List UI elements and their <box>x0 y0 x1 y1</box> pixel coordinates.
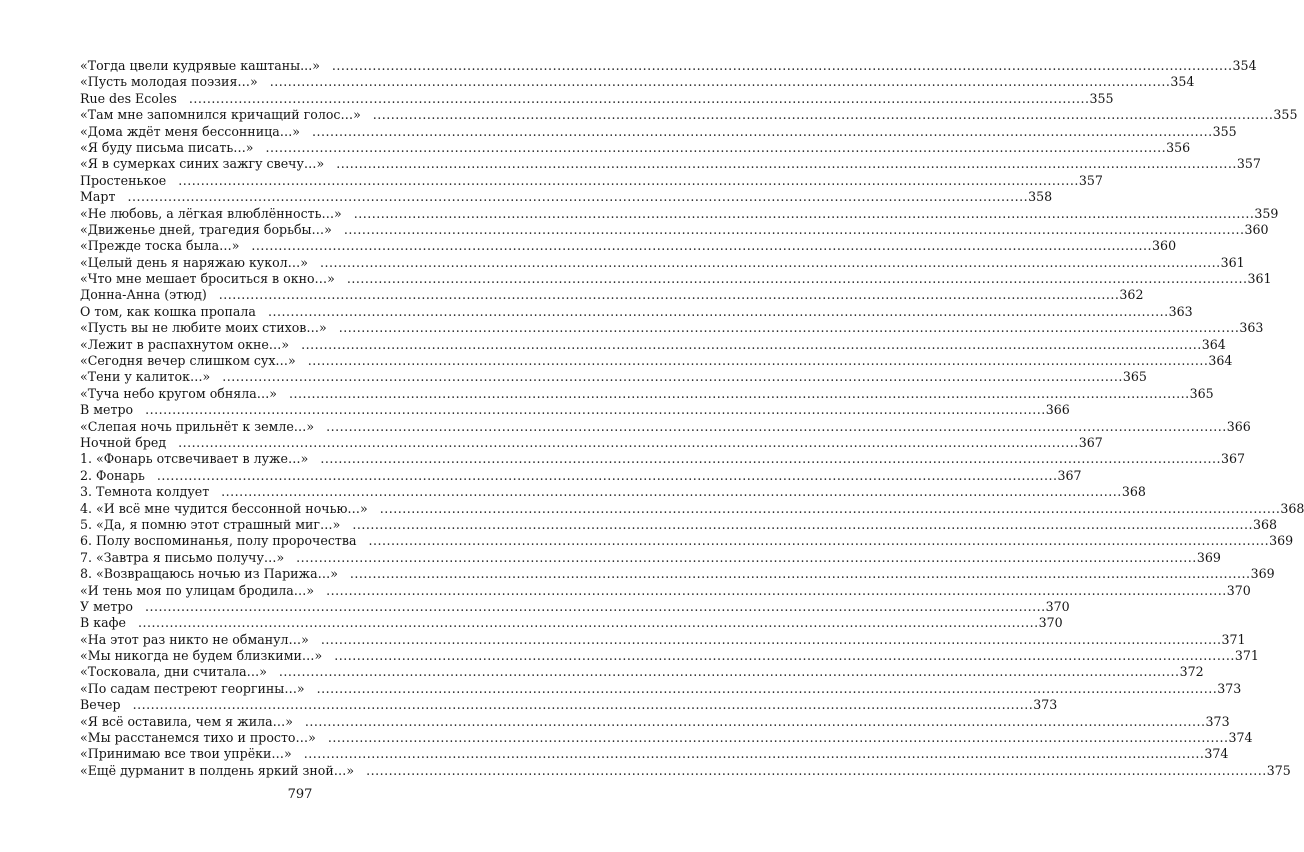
toc-entry-title: 2. Фонарь <box>80 467 145 483</box>
toc-entry <box>80 713 1230 730</box>
toc-entry-title: «Дома ждёт меня бессонница…» <box>80 123 300 139</box>
toc-entry-title: «Не любовь, а лёгкая влюблённость…» <box>80 205 342 221</box>
toc-entry <box>80 746 1229 762</box>
toc-entry-title: Ночной бред <box>80 434 167 450</box>
toc-entry-title: «Сегодня вечер слишком сух…» <box>80 353 296 369</box>
toc-entry-title: Rue des Ecoles <box>80 90 177 106</box>
toc-entry <box>80 582 1251 599</box>
toc-entry <box>80 156 1261 172</box>
toc-entry-page: 354 <box>1232 58 1257 73</box>
toc-entry-title: «Что мне мешает броситься в окно…» <box>80 271 335 287</box>
toc-entry-page: 373 <box>1205 713 1230 729</box>
toc-entry-page: 363 <box>1168 303 1193 319</box>
dot-leader: ........................................................................................................................................................................................................ <box>331 58 1233 73</box>
toc-entry-title: «Пусть вы не любите моих стихов…» <box>80 320 327 336</box>
toc-entry <box>80 484 1146 500</box>
toc-entry-title: «Я всё оставила, чем я жила…» <box>80 713 293 729</box>
toc-entry <box>80 353 1233 369</box>
toc-entry-title: 5. «Да, я помню этот страшный миг…» <box>80 516 341 532</box>
toc-entry <box>80 680 1242 697</box>
toc-entry-page: 374 <box>1204 746 1229 762</box>
toc-entry <box>80 648 1259 664</box>
toc-entry-page: 365 <box>1189 385 1214 401</box>
toc-entry <box>80 697 1058 713</box>
toc-entry-title: 1. «Фонарь отсвечивает в луже…» <box>80 451 309 467</box>
toc-entry-title: «Мы расстанемся тихо и просто…» <box>80 730 316 746</box>
dot-leader: ........................................................................................................................................................................................................ <box>296 549 1197 565</box>
dot-leader: ........................................................................................................................................................................................................ <box>251 238 1153 254</box>
toc-entry-page: 360 <box>1152 238 1177 254</box>
dot-leader: ........................................................................................................................................................................................................ <box>349 566 1251 582</box>
toc-entry-title: «И тень моя по улицам бродила…» <box>80 582 315 598</box>
toc-entry-page: 373 <box>1217 680 1242 696</box>
toc-entry-title: «Мы никогда не будем близкими…» <box>80 648 323 664</box>
toc-entry-page: 370 <box>1226 582 1251 598</box>
toc-entry-page: 374 <box>1228 730 1253 746</box>
toc-entry-page: 368 <box>1252 516 1278 532</box>
toc-entry-page: 357 <box>1078 172 1103 188</box>
toc-entry <box>80 730 1253 746</box>
toc-entry-page: 355 <box>1273 107 1298 123</box>
dot-leader: ........................................................................................................................................................................................................ <box>127 189 1029 205</box>
toc-entry <box>80 107 1298 123</box>
dot-leader: ........................................................................................................................................................................................................ <box>303 746 1205 762</box>
toc-entry-title: «Тосковала, дни считала…» <box>80 664 267 680</box>
dot-leader: ........................................................................................................................................................................................................ <box>132 697 1034 713</box>
toc-entry-title: «Движенье дней, трагедия борьбы…» <box>80 221 332 237</box>
toc-entry-title: 6. Полу воспоминанья, полу пророчества <box>80 533 357 549</box>
dot-leader: ........................................................................................................................................................................................................ <box>267 303 1169 319</box>
toc-entry-page: 356 <box>1166 139 1191 155</box>
toc-entry-page: 367 <box>1078 434 1103 450</box>
dot-leader: ........................................................................................................................................................................................................ <box>278 664 1180 680</box>
dot-leader: ........................................................................................................................................................................................................ <box>352 516 1253 532</box>
dot-leader: ........................................................................................................................................................................................................ <box>218 287 1120 303</box>
toc-entry <box>80 139 1191 156</box>
dot-leader: ........................................................................................................................................................................................................ <box>221 484 1122 500</box>
dot-leader: ........................................................................................................................................................................................................ <box>379 500 1281 516</box>
dot-leader: ........................................................................................................................................................................................................ <box>353 205 1255 221</box>
dot-leader: ........................................................................................................................................................................................................ <box>156 467 1058 483</box>
toc-entry-page: 359 <box>1254 205 1279 221</box>
toc-entry-title: 3. Темнота колдует <box>80 484 210 500</box>
toc-entry-page: 361 <box>1220 254 1245 270</box>
dot-leader: ........................................................................................................................................................................................................ <box>269 74 1171 90</box>
dot-leader: ........................................................................................................................................................................................................ <box>316 680 1218 696</box>
toc-entry-title: О том, как кошка пропала <box>80 303 256 319</box>
dot-leader: ........................................................................................................................................................................................................ <box>289 385 1190 401</box>
toc-entry-title: «На этот раз никто не обманул…» <box>80 631 309 647</box>
dot-leader: ........................................................................................................................................................................................................ <box>366 762 1267 778</box>
dot-leader: ........................................................................................................................................................................................................ <box>222 369 1123 385</box>
toc-entry <box>80 762 1291 779</box>
dot-leader: ........................................................................................................................................................................................................ <box>327 730 1229 746</box>
toc-entry <box>80 451 1245 467</box>
toc-entry-page: 364 <box>1208 353 1233 369</box>
toc-entry <box>80 385 1214 402</box>
toc-entry-page: 369 <box>1250 566 1275 582</box>
toc-entry <box>80 434 1103 451</box>
toc-entry <box>80 287 1144 303</box>
toc-entry-page: 371 <box>1221 631 1246 647</box>
toc-entry-page: 360 <box>1244 221 1269 237</box>
toc-entry <box>80 369 1147 385</box>
toc-entry <box>80 172 1103 189</box>
dot-leader: ........................................................................................................................................................................................................ <box>312 123 1213 139</box>
toc-entry <box>80 271 1272 287</box>
dot-leader: ........................................................................................................................................................................................................ <box>320 451 1221 467</box>
dot-leader: ........................................................................................................................................................................................................ <box>338 320 1240 336</box>
table-of-contents <box>80 58 1304 779</box>
toc-entry-title: «Ещё дурманит в полдень яркий зной…» <box>80 762 355 778</box>
toc-entry <box>80 598 1070 615</box>
toc-entry-title: У метро <box>80 598 133 614</box>
toc-entry-title: Донна-Анна (этюд) <box>80 287 207 303</box>
dot-leader: ........................................................................................................................................................................................................ <box>178 172 1079 188</box>
dot-leader: ........................................................................................................................................................................................................ <box>307 353 1209 369</box>
toc-entry-page: 370 <box>1045 598 1070 614</box>
toc-entry-title: «Лежит в распахнутом окне…» <box>80 336 290 352</box>
toc-entry-page: 355 <box>1089 90 1114 106</box>
dot-leader: ........................................................................................................................................................................................................ <box>320 631 1222 647</box>
toc-entry-page: 368 <box>1121 484 1146 500</box>
dot-leader: ........................................................................................................................................................................................................ <box>326 582 1227 598</box>
toc-entry-page: 368 <box>1280 500 1304 516</box>
toc-entry-page: 365 <box>1122 369 1147 385</box>
toc-entry-page: 366 <box>1226 418 1251 434</box>
toc-entry-page: 362 <box>1119 287 1144 303</box>
toc-entry <box>80 566 1275 582</box>
dot-leader: ........................................................................................................................................................................................................ <box>301 336 1202 352</box>
dot-leader: ........................................................................................................................................................................................................ <box>334 648 1235 664</box>
toc-entry-page: 366 <box>1045 402 1070 418</box>
dot-leader: ........................................................................................................................................................................................................ <box>336 156 1237 172</box>
dot-leader: ........................................................................................................................................................................................................ <box>145 402 1046 418</box>
dot-leader: ........................................................................................................................................................................................................ <box>319 254 1221 270</box>
toc-entry-page: 357 <box>1236 156 1261 172</box>
page-number: 797 <box>287 787 313 802</box>
toc-entry-title: 7. «Завтра я письмо получу…» <box>80 549 285 565</box>
toc-entry <box>80 500 1304 517</box>
toc-entry-page: 375 <box>1266 762 1291 778</box>
toc-entry-page: 364 <box>1201 336 1226 352</box>
toc-entry-page: 363 <box>1239 320 1264 336</box>
toc-entry <box>80 189 1053 205</box>
toc-entry-page: 361 <box>1247 271 1272 287</box>
toc-entry-page: 372 <box>1179 664 1204 680</box>
dot-leader: ........................................................................................................................................................................................................ <box>144 598 1046 614</box>
toc-entry-title: «Прежде тоска была…» <box>80 238 240 254</box>
toc-entry-page: 355 <box>1212 123 1237 139</box>
toc-entry <box>80 631 1246 648</box>
dot-leader: ........................................................................................................................................................................................................ <box>372 107 1274 123</box>
toc-entry <box>80 402 1070 418</box>
toc-entry <box>80 205 1279 222</box>
toc-entry-title: «Я буду письма писать…» <box>80 139 254 155</box>
toc-entry-page: 369 <box>1269 533 1294 549</box>
toc-entry-title: В метро <box>80 402 134 418</box>
toc-entry <box>80 303 1193 320</box>
toc-entry <box>80 238 1177 254</box>
toc-entry-title: «Принимаю все твои упрёки…» <box>80 746 292 762</box>
dot-leader: ........................................................................................................................................................................................................ <box>368 533 1270 549</box>
dot-leader: ........................................................................................................................................................................................................ <box>346 271 1248 287</box>
toc-entry-title: Вечер <box>80 697 121 713</box>
toc-entry <box>80 664 1204 680</box>
toc-entry <box>80 320 1264 336</box>
toc-entry <box>80 533 1294 549</box>
dot-leader: ........................................................................................................................................................................................................ <box>137 615 1039 631</box>
toc-entry-page: 354 <box>1170 74 1195 90</box>
toc-entry-title: Март <box>80 189 116 205</box>
toc-entry <box>80 123 1237 140</box>
toc-entry-page: 369 <box>1196 549 1221 565</box>
dot-leader: ........................................................................................................................................................................................................ <box>265 139 1167 155</box>
toc-entry-title: «Я в сумерках синих зажгу свечу…» <box>80 156 325 172</box>
dot-leader: ........................................................................................................................................................................................................ <box>343 221 1245 237</box>
toc-entry <box>80 221 1269 238</box>
toc-entry-title: Простенькое <box>80 172 167 188</box>
toc-entry <box>80 74 1195 90</box>
toc-entry <box>80 90 1114 107</box>
dot-leader: ........................................................................................................................................................................................................ <box>304 713 1206 729</box>
toc-entry <box>80 467 1082 484</box>
toc-entry <box>80 418 1251 435</box>
toc-entry-title: «Пусть молодая поэзия…» <box>80 74 258 90</box>
toc-entry-title: «Тени у калиток…» <box>80 369 211 385</box>
toc-entry-title: «Тогда цвели кудрявые каштаны...» <box>80 58 320 73</box>
toc-entry <box>80 516 1278 533</box>
toc-entry-title: В кафе <box>80 615 126 631</box>
toc-entry-page: 373 <box>1033 697 1058 713</box>
toc-entry-title: «Туча небо кругом обняла…» <box>80 385 277 401</box>
dot-leader: ........................................................................................................................................................................................................ <box>188 90 1090 106</box>
toc-entry-title: «Целый день я наряжаю кукол…» <box>80 254 308 270</box>
toc-entry-title: «Слепая ночь прильнёт к земле…» <box>80 418 315 434</box>
toc-entry <box>80 336 1226 353</box>
toc-entry-title: 8. «Возвращаюсь ночью из Парижа…» <box>80 566 338 582</box>
dot-leader: ........................................................................................................................................................................................................ <box>178 434 1079 450</box>
dot-leader: ........................................................................................................................................................................................................ <box>326 418 1227 434</box>
toc-entry-title: 4. «И всё мне чудится бессонной ночью…» <box>80 500 368 516</box>
toc-entry-page: 370 <box>1038 615 1063 631</box>
toc-entry-page: 367 <box>1057 467 1082 483</box>
toc-entry <box>80 615 1063 631</box>
toc-entry-page: 371 <box>1234 648 1259 664</box>
toc-entry <box>80 254 1245 271</box>
toc-entry-page: 367 <box>1220 451 1245 467</box>
toc-entry-page: 358 <box>1028 189 1053 205</box>
toc-entry-title: «По садам пестреют георгины…» <box>80 680 305 696</box>
toc-entry-title: «Там мне запомнился кричащий голос…» <box>80 107 361 123</box>
toc-entry <box>80 58 1257 74</box>
toc-entry <box>80 549 1221 566</box>
